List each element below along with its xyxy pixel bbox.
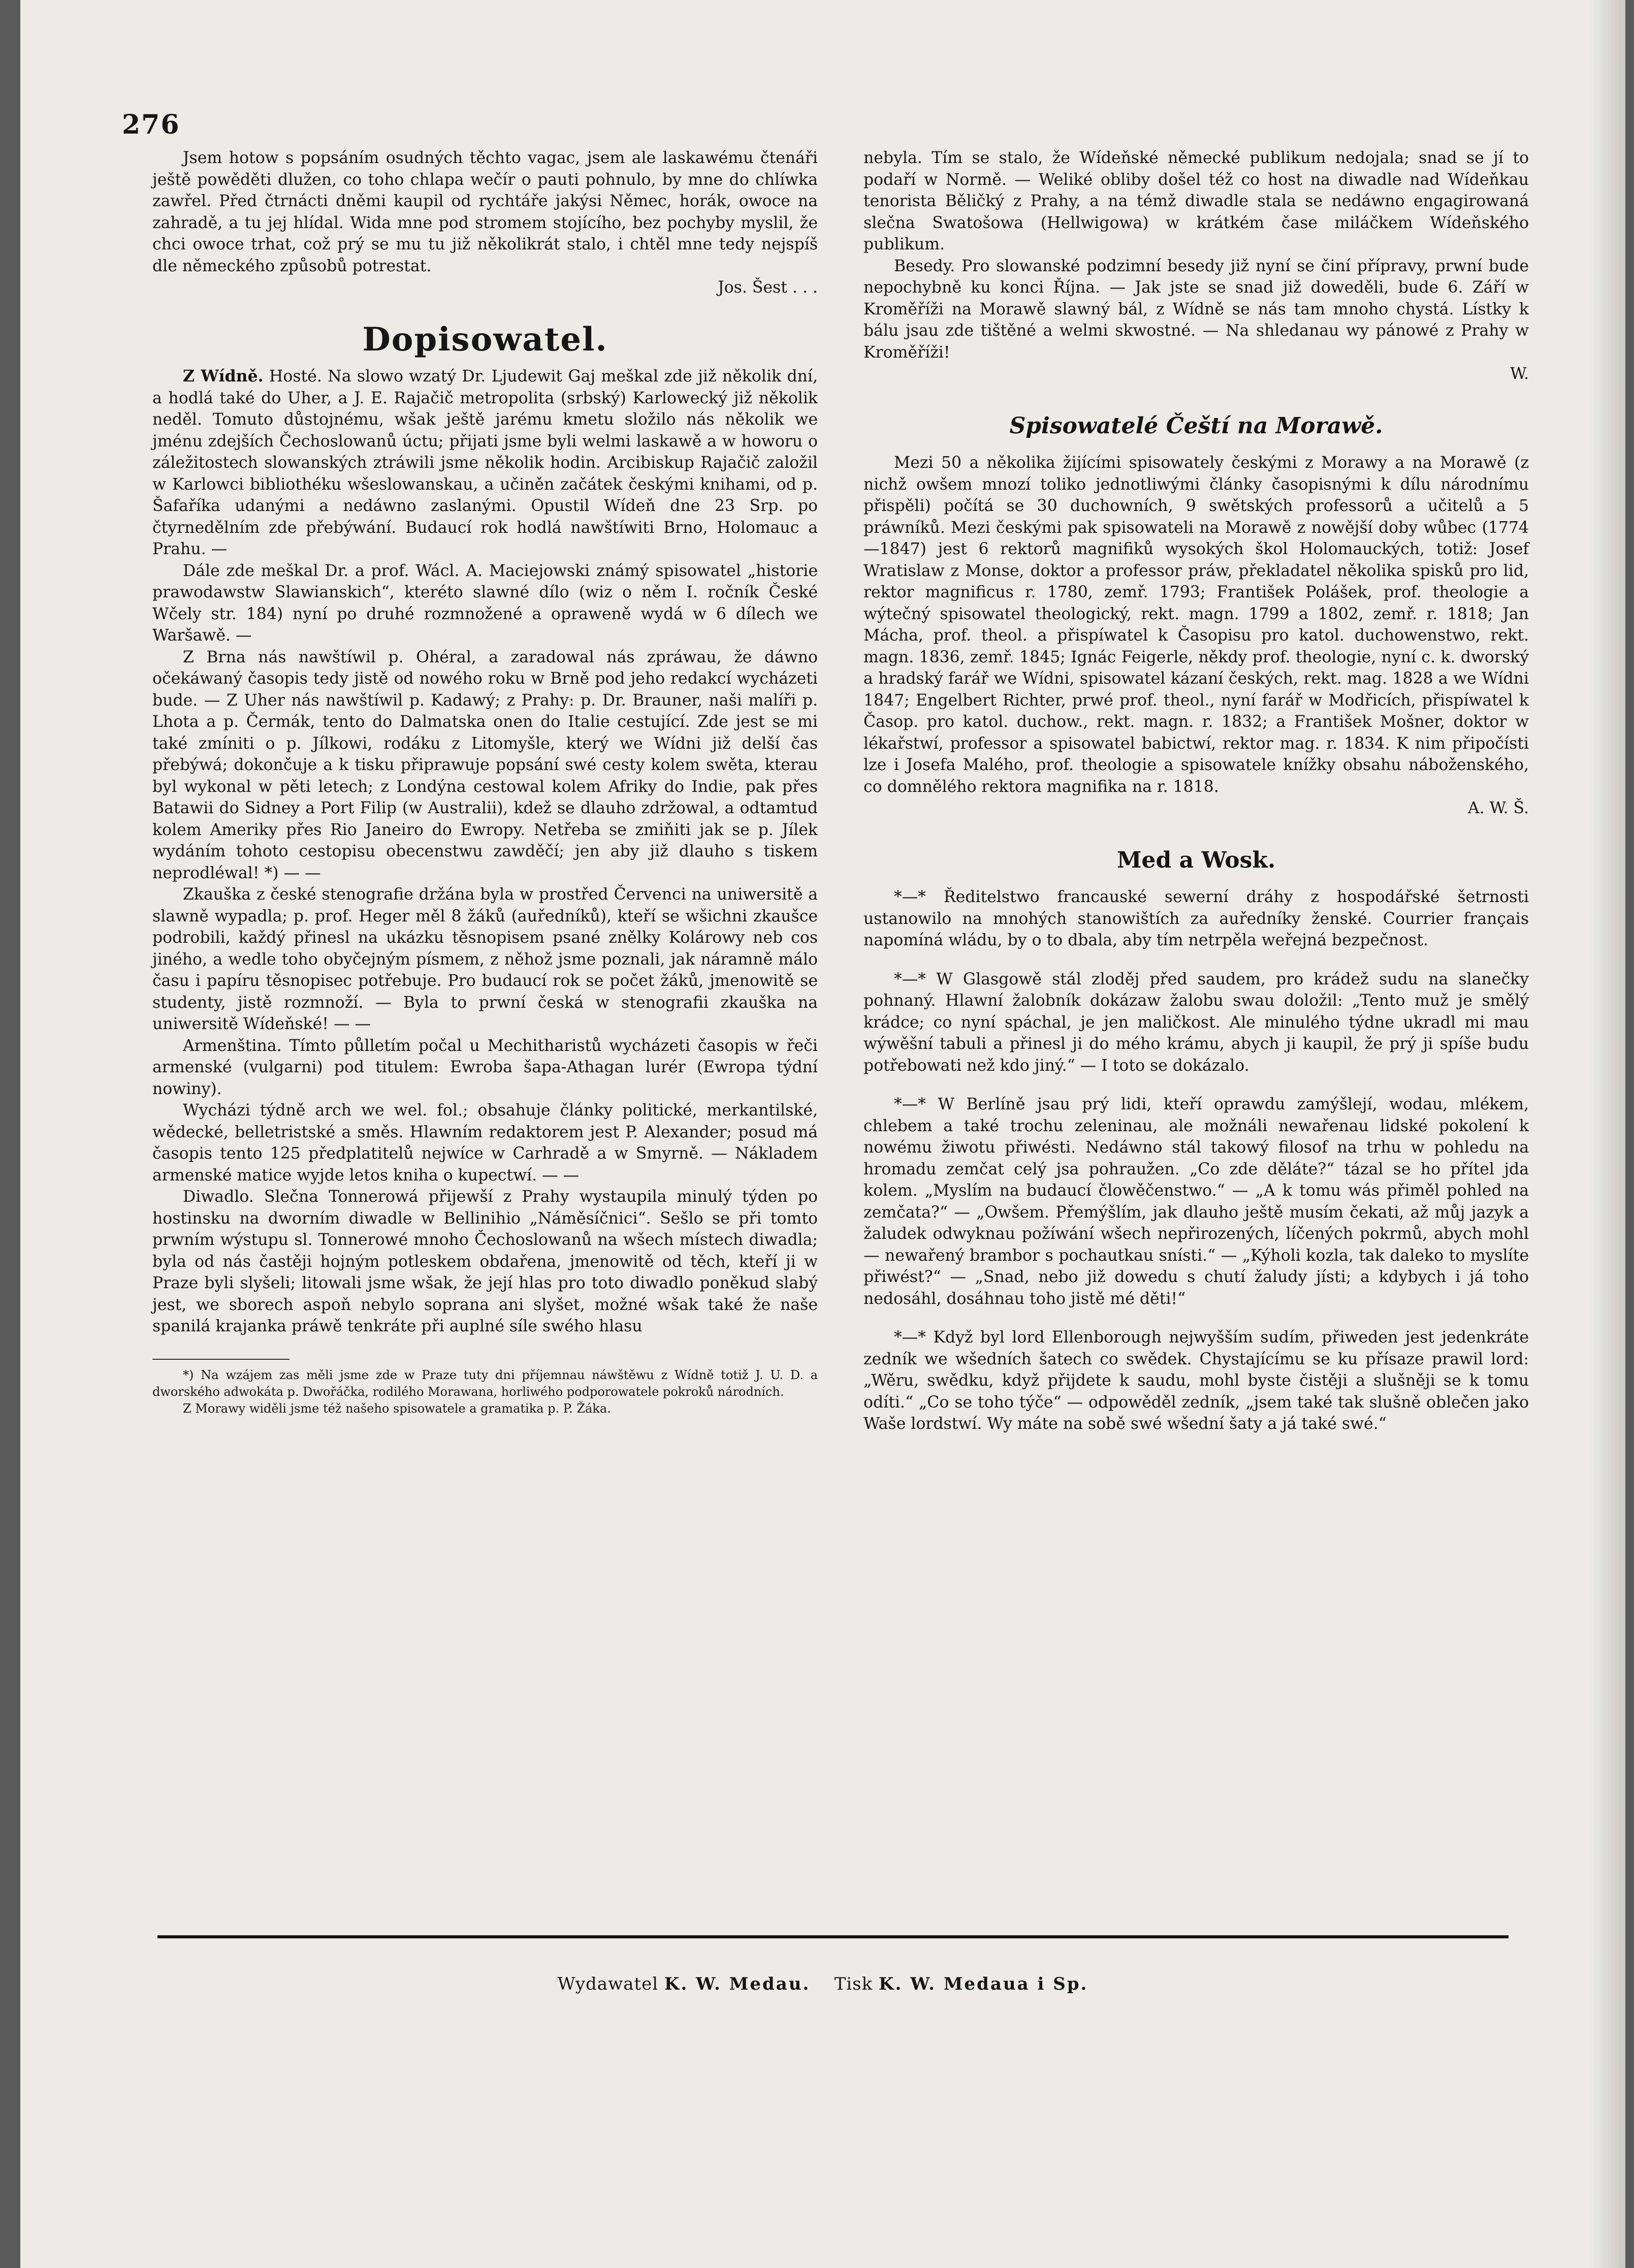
footnote-2: Z Morawy widěli jsme též našeho spisowatele a gramatika p. P. Žáka. — [183, 1401, 611, 1416]
left-column — [152, 147, 818, 1417]
item-gap — [863, 951, 1529, 969]
article-stenography: Zkauška z české stenografie držána byla w prostřed Červenci na uniwersitě a slawně wypadla; p. prof. Heger měl 8 žáků (auředníků), kteří se wšichni zkaušce podrobili, každý přinesl na ukázku těsnopisem psané znělky Kolárowy neb cos jiného, a wedle toho obyčejným písmem, z něhož jsme poznali, jak náramně málo času i papíru těsnopisec potřebuje. Pro budaucí rok se počet žáků, jmenowitě se studenty, jistě rozmnoží. — Byla to prwní česká w stenografii zkauška na uniwersitě Wídeňské! — — — [152, 885, 818, 1033]
item-railway: *—* Ředitelstwo francauské sewerní dráhy z hospodářské šetrnosti ustanowilo na mnohých stanowištích za auředníky ženské. Courrier français napomíná wládu, by o to dbala, aby tím netrpěla weřejná bezpečnost. — [863, 888, 1529, 949]
article-spisowatele: Mezi 50 a několika žijícími spisowately českými z Morawy a na Morawě (z nichž owšem mnozí toliko jednotliwými články časopisnými k dílu národnímu přispěli) počítá se 30 duchowních, 9 swětských professorů a učitelů a 5 práwníků. Mezi českými pak spisowateli na Morawě z nowější doby wůbec (1774—1847) jest 6 rektorů magnifiků wysokých škol Holomauckých, totiž: Josef Wratislaw z Monse, doktor a professor práw, překladatel několika spisků pro lid, rektor magnificus r. 1780, zemř. 1793; František Polášek, prof. theologie a wýtečný spisowatel theologický, rekt. magn. 1799 a 1802, zemř. r. 1818; Jan Mácha, prof. theol. a přispíwatel k Časopisu pro katol. duchowenstwo, rekt. magn. 1836, zemř. 1845; Ignác Feigerle, někdy prof. theologie, nyní c. k. dworský a hradský farář we Wídni, spisowatel kázaní českých, rekt. mag. 1828 a we Wídni 1847; Engelbert Richter, prwé prof. theol., nyní farář w Modřicích, přispíwatel k Časop. pro katol. duchow., rekt. magn. r. 1832; a František Mošner, doktor w lékařstwí, professor a spisowatel babictwí, rektor mag. r. 1834. K nim připočísti lze i Josefa Malého, prof. theologie a spisowatele knížky obsahu náboženského, co domnělého rektora magnifika na r. 1818. — [863, 454, 1529, 796]
article-armenian: Armenština. Tímto půlletím počal u Mechitharistů wycházeti časopis w řeči armenské (vulgarni) pod titulem: Ewroba šapa-Athagan lurér (Ewropa týdní nowiny). — [152, 1036, 818, 1098]
dateline: Z Wídně. — [183, 367, 264, 386]
article-theatre: Diwadlo. Slečna Tonnerowá přijewší z Prahy wystaupila minulý týden po hostinsku na dworním diwadle w Bellinihio „Náměsíčnici“. Sešlo se při tomto prwním wýstupu sl. Tonnerowé mnoho Čechoslowanů na wšech místech diwadla; byla od nás častěji hojným potleskem obdařena, jmenowitě od těch, kteří ji w Praze byli slyšeli; litowali jsme wšak, že její hlas pro toto diwadlo poněkud slabý jest, we sborech aspoň nebylo soprana ani slyšet, možné wšak také že naše spanilá krajanka práwě tenkráte při auplné síle swého hlasu — [152, 1188, 818, 1335]
footnote-rule — [152, 1359, 290, 1360]
item-gap — [863, 1076, 1529, 1094]
article-maciejowski: Dále zde meškal Dr. a prof. Wácl. A. Maciejowski známý spisowatel „historie prawodawstw Slawianskich“, kteréto slawné dílo (wiz o něm I. ročník České Wčely str. 184) nyní po druhé rozmnožené a opraweně wydá w 6 dílech we Waršawě. — — [152, 561, 818, 645]
right-column — [863, 147, 1529, 1435]
publisher-name: K. W. Medau. — [664, 1974, 811, 1994]
article-armenian-weekly: Wycházi týdně arch we wel. fol.; obsahuje články politické, merkantilské, wědecké, belletristské a směs. Hlawním redaktorem jest P. Alexander; posud má časopis tento 125 předplatitelů nejwíce w Carhradě a w Smyrně. — Nákladem armenské matice wyjde letos kniha o kupectwí. — — — [152, 1101, 818, 1185]
besedy-signature: W. — [1510, 365, 1529, 383]
printer-prefix: Tisk — [834, 1974, 873, 1994]
imprint — [20, 1974, 1625, 1994]
bottom-rule — [157, 1935, 1509, 1938]
item-gap — [863, 1309, 1529, 1327]
section-heading-spisowatele: Spisowatelé Čeští na Morawě. — [1009, 412, 1383, 439]
footnotes — [152, 1359, 818, 1417]
page-number: 276 — [122, 109, 180, 140]
newspaper-page — [20, 0, 1625, 2268]
item-glasgow: *—* W Glasgowě stál zloděj před saudem, pro krádež sudu na slanečky pohnaný. Hlawní žalobník dokázaw žalobu swau doložil: „Tento muž je smělý krádce; co nyní spáchal, je jen maličkost. Ale minulého týdne ukradl mi mau wýwěšní tabuli a přinesl ji do mého krámu, abych ji kaupil, že prý ji spíše budu potřebowati než kdo jiný.“ — I toto se dokázalo. — [863, 970, 1529, 1075]
section-heading-med-a-wosk: Med a Wosk. — [1116, 847, 1276, 873]
article-theatre-continued: nebyla. Tím se stalo, že Wídeňské německé publikum nedojala; snad se jí to podaří w Normě. — Weliké obliby došel též co host na diwadle nad Wídeňkau tenorista Běličký z Prahy, a na témž diwadle stala se nedáwno engagirowaná slečna Swatošowa (Hellwigowa) w krátkém čase miláčkem Wídeňského publikum. — [863, 149, 1529, 253]
spisowatele-signature: A. W. Š. — [1467, 799, 1529, 817]
footnote-1: *) Na wzájem zas měli jsme zde w Praze tuty dni příjemnau náwštěwu z Wídně totiž J. U. D. a dworského adwokáta p. Dwořáčka, rodilého Morawana, horliwého podporowatele pokroků národních. — [152, 1367, 818, 1399]
item-ellenborough: *—* Když byl lord Ellenborough nejwyšším sudím, přiweden jest jedenkráte zedník we wšedních šatech co swědek. Chystajícímu se ku přísaze prawil lord: „Wěru, swědku, když přijdete k saudu, mohl byste čistěji a slušněji se k tomu odíti.“ „Co se toho týče“ — odpowěděl zedník, „jsem také tak slušně oblečen jako Waše lordstwí. Wy máte na sobě swé wšední šaty a já také swé.“ — [863, 1328, 1529, 1433]
publisher-prefix: Wydawatel — [557, 1974, 659, 1994]
article-brno-visitors: Z Brna nás nawštíwil p. Ohéral, a zaradowal nás zpráwau, že dáwno očekáwaný časopis tedy jistě od nowého roku w Brně pod jeho redakcí wycházeti bude. — Z Uher nás nawštíwil p. Kadawý; z Prahy: p. Dr. Brauner, naši malíři p. Lhota a p. Čermák, tento do Dalmatska onen do Italie cestující. Zde jest se mi také zmíniti o p. Jílkowi, rodáku z Litomyšle, který we Wídni již delší čas přebýwá; dokončuje a k tisku připrawuje popsání swé cesty kolem swěta, kterau byl wykonal w pěti letech; z Londýna cestowal kolem Afriky do Indie, pak přes Batawii do Sidney a Port Filip (w Australii), kdež se dlauho zdržowal, a odtamtud kolem Ameriky přes Rio Janeiro do Ewropy. Netřeba se zmiňiti jak se p. Jílek wydáním tohoto cestopisu obecenstwu zawděčí; jen aby již dlauho s tiskem neprodléwal! *) — — — [152, 648, 818, 882]
intro-signature: Jos. Šest . . . — [718, 278, 818, 297]
binding-shadow — [1590, 0, 1625, 2268]
article-hoste — [152, 366, 818, 560]
article-hoste-text: Hosté. Na slowo wzatý Dr. Ljudewit Gaj meškal zde již několik dní, a hodlá také do Uher, a J. E. Rajačič metropolita (srbský) Karlowecký již několik neděl. Tomuto důstojnému, wšak ještě jarému kmetu složilo nás několik we jménu zdejších Čechoslowanů úctu; přijati jsme byli welmi laskawě a w howoru o záležitostech slowanských ztráwili jsme několik hodin. Arcibiskup Rajačič založil w Karlowci bibliothéku wšeslowanskau, a učiněn začátek českými knihami, od p. Šafaříka udanými a nedáwno zaslanými. Opustil Wídeň dne 23 Srp. po čtyrnedělním zde přebýwání. Budaucí rok hodlá nawštíwiti Brno, Holomauc a Prahu. — — [152, 367, 818, 558]
item-berlin: *—* W Berlíně jsau prý lidi, kteří oprawdu zamýšlejí, wodau, mlékem, chlebem a také trochu zeleninau, ale možnáli newařenau lidské pokolení k nowému žiwotu přiwésti. Nedáwno stál takowý filosof na trhu w pohledu na hromadu zemčat celý jsa pohraužen. „Co zde děláte?“ tázal se ho přítel jda kolem. „Myslím na budaucí člowěčenstwo.“ — „A k tomu wás přiměl pohled na zemčata?“ — „Owšem. Přemýšlím, jak dlauho ještě musím čekati, až můj jazyk a žaludek odwyknau požíwání wšech nepřirozených, líčených pokrmů, abych mohl — newařený brambor s pochautkau snísti.“ — „Kýholi kozla, tak daleko to myslíte přiwést?“ — „Snad, nebo již dowedu s chutí žaludy jísti; a kdybych i já toho nedosáhl, dosáhnau toho jistě mé děti!“ — [863, 1095, 1529, 1308]
printer-name: K. W. Medaua i Sp. — [879, 1974, 1088, 1994]
article-besedy: Besedy. Pro slowanské podzimní besedy již nyní se činí přípravy, prwní bude nepochybně ku konci Října. — Jak jste se snad již doweděli, bude 6. Září w Kroměříži na Morawě slawný bál, z Wídně se nás tam mnoho chystá. Lístky k bálu jsau zde tištěné a welmi skwostné. — Na shledanau wy pánowé z Prahy w Kroměříži! — [863, 257, 1529, 362]
section-heading-dopisowatel: Dopisowatel. — [362, 320, 608, 359]
intro-paragraph: Jsem hotow s popsáním osudných těchto vagac, jsem ale laskawému čtenáři ještě powěděti dlužen, co toho chlapa wečír o pauti pohnulo, by mne do chlíwka zawřel. Před čtrnácti dněmi kaupil od rychtáře jakýsi Němec, horák, owoce na zahradě, a tu jej hlídal. Wida mne pod stromem stojícího, bez pochyby myslil, že chci owoce trhat, což prý se mu tu již několikrát stalo, i chtěl mne tedy nejspíš dle německého způsobů potrestat. — [152, 149, 818, 275]
